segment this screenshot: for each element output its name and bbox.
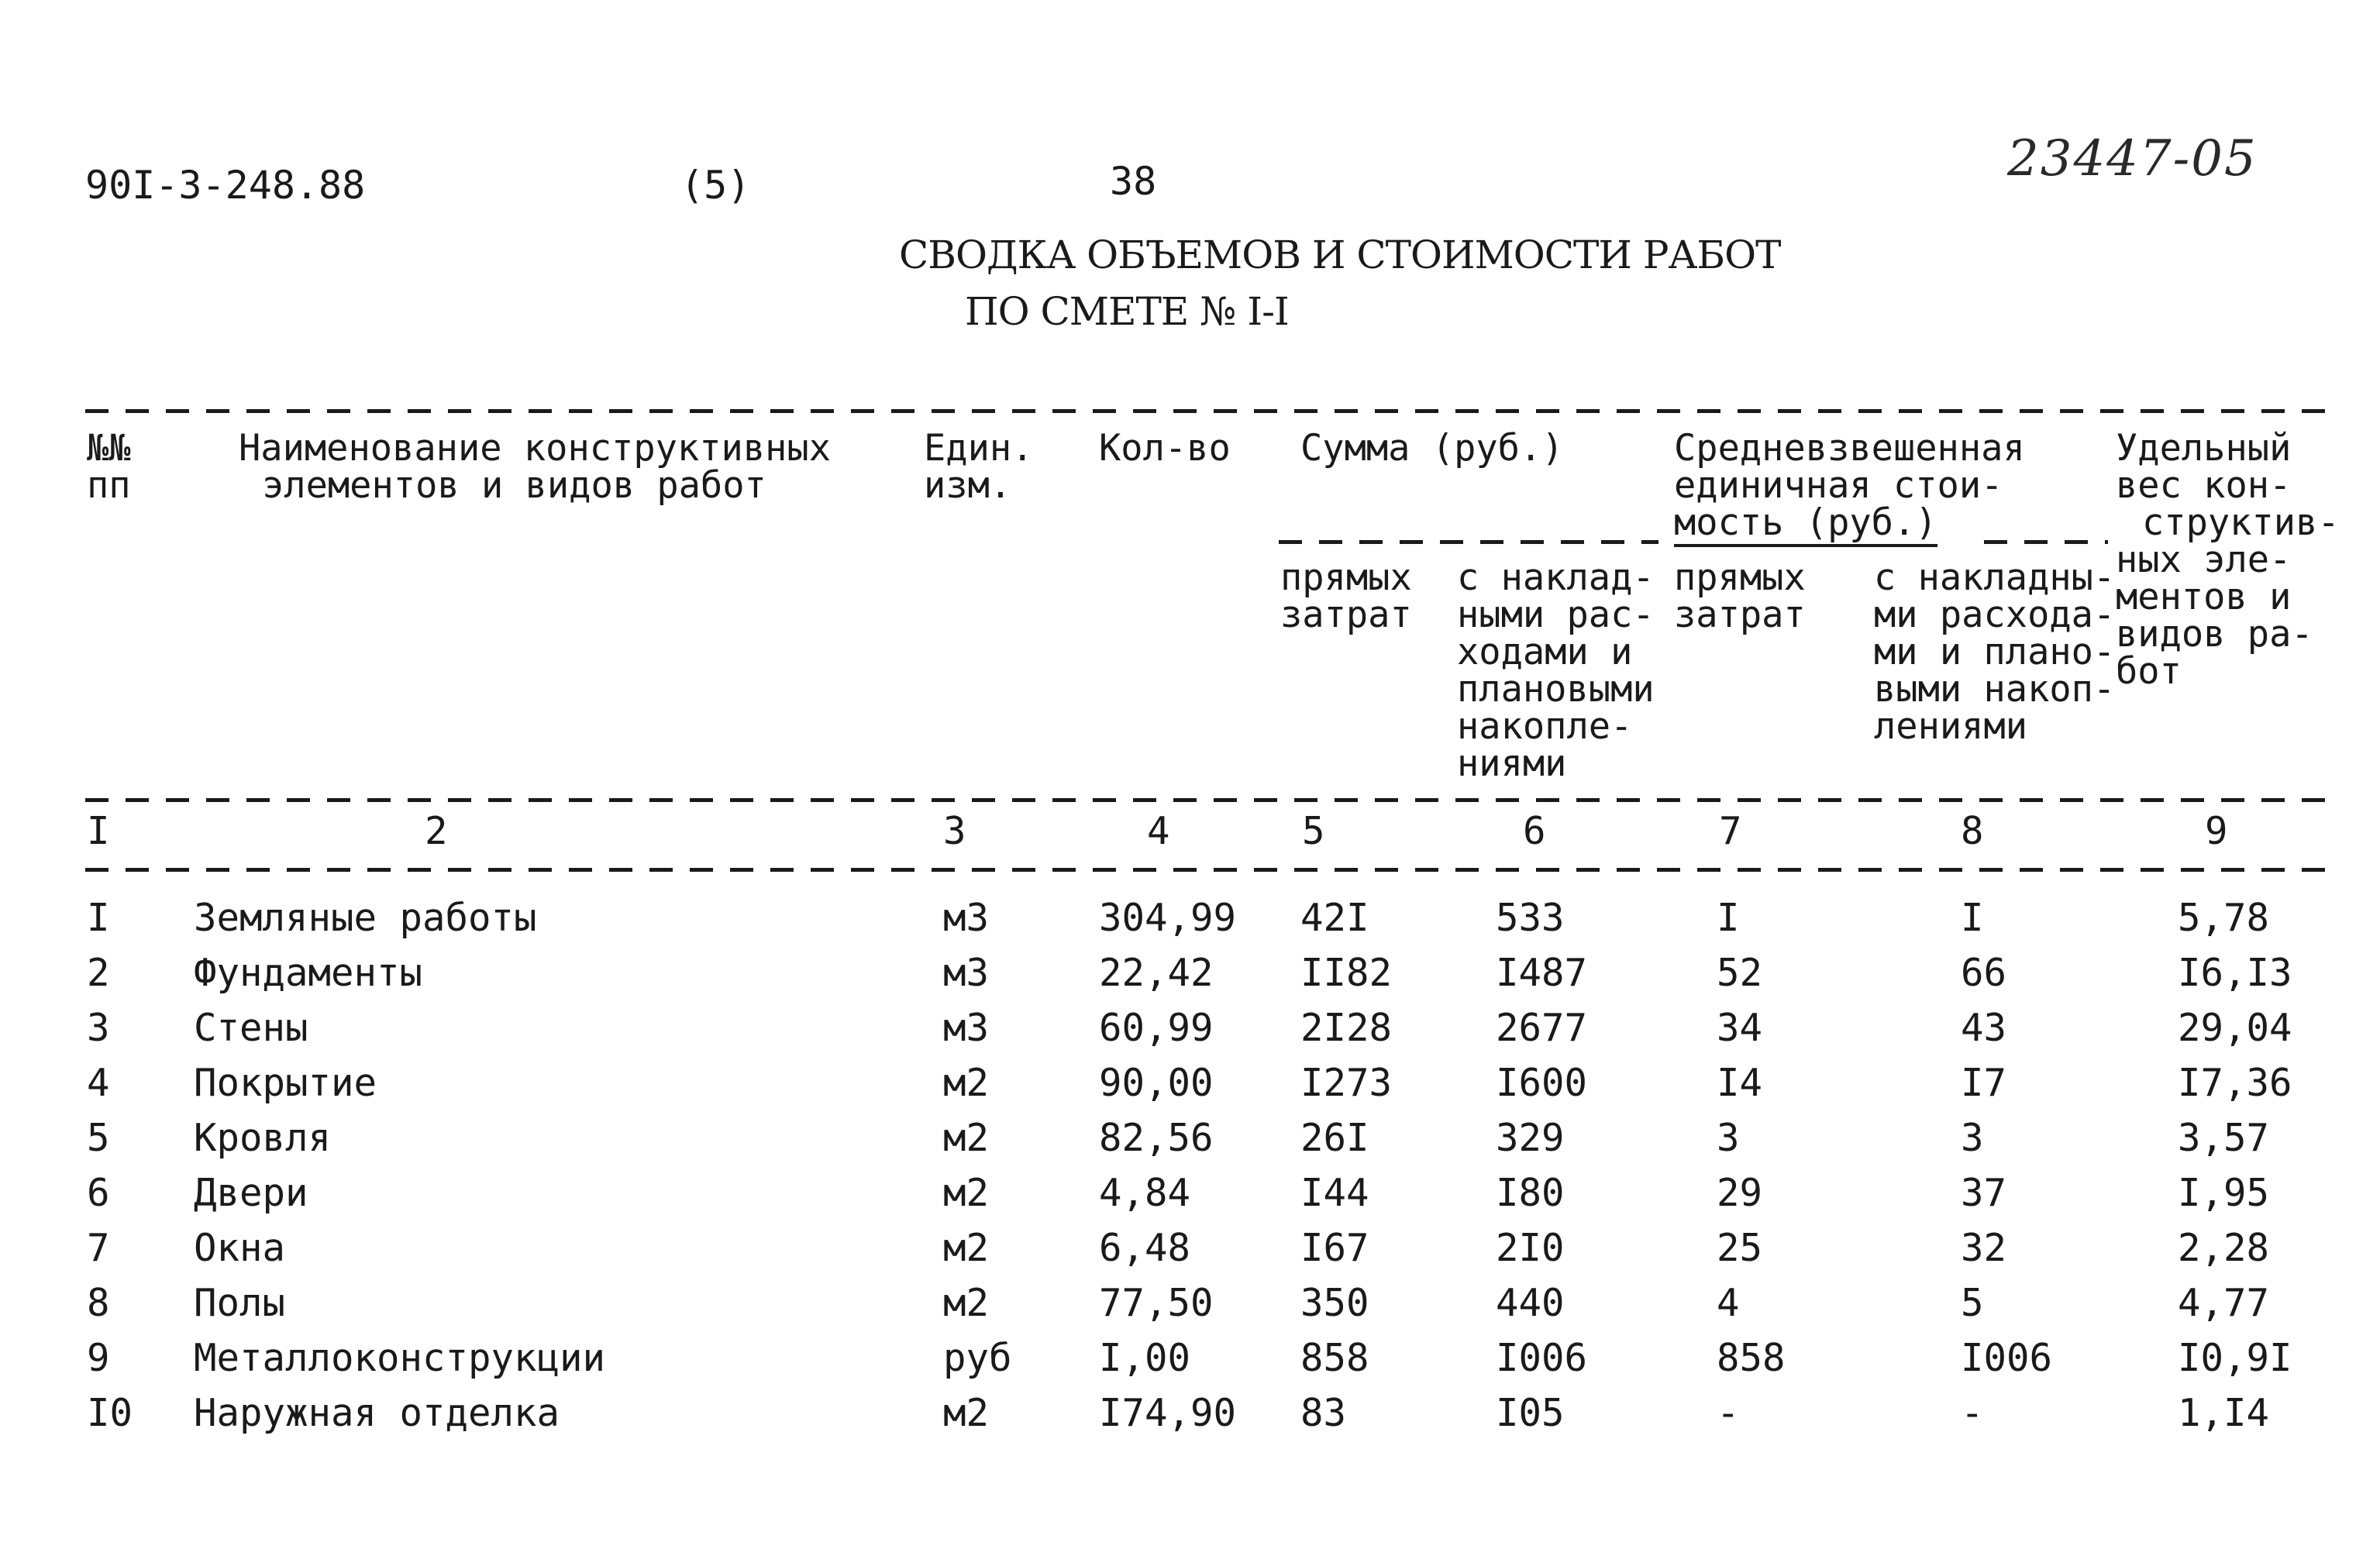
column-number: 5 — [1302, 809, 1325, 853]
cell-direct-cost-sum: 83 — [1300, 1391, 1347, 1435]
column-number: 8 — [1961, 809, 1984, 853]
cell-direct-unit-cost: 858 — [1717, 1336, 1786, 1380]
cell-direct-unit-cost: 4 — [1717, 1281, 1740, 1325]
cell-quantity: 82,56 — [1099, 1116, 1214, 1160]
cell-overhead-cost-sum: 533 — [1496, 896, 1565, 940]
cell-specific-share: I0,9I — [2178, 1336, 2292, 1380]
cell-row-number: I0 — [87, 1391, 133, 1435]
header-bottom-rule — [85, 798, 2325, 802]
cell-direct-cost-sum: 26I — [1300, 1116, 1369, 1160]
cell-unit: м3 — [943, 951, 990, 995]
cell-direct-cost-sum: 858 — [1300, 1336, 1369, 1380]
column-number: 7 — [1719, 809, 1742, 853]
cell-work-name: Металлоконструкции — [194, 1336, 606, 1380]
cell-overhead-unit-cost: - — [1961, 1391, 1984, 1435]
cell-direct-unit-cost: 52 — [1717, 951, 1763, 995]
cell-overhead-cost-sum: I600 — [1496, 1061, 1588, 1105]
cell-work-name: Фундаменты — [194, 951, 423, 995]
cell-direct-unit-cost: - — [1717, 1391, 1740, 1435]
cell-work-name: Покрытие — [194, 1061, 377, 1105]
cell-direct-cost-sum: I44 — [1300, 1171, 1369, 1215]
column-number: 3 — [943, 809, 966, 853]
cell-row-number: 3 — [87, 1006, 110, 1050]
cell-overhead-cost-sum: I80 — [1496, 1171, 1565, 1215]
cell-quantity: 4,84 — [1099, 1171, 1191, 1215]
header-col-unit: Един. изм. — [924, 427, 1034, 507]
cell-row-number: 5 — [87, 1116, 110, 1160]
cell-unit: м2 — [943, 1116, 990, 1160]
cell-specific-share: 2,28 — [2178, 1226, 2270, 1270]
cell-overhead-unit-cost: 3 — [1961, 1116, 1984, 1160]
cell-unit: м2 — [943, 1281, 990, 1325]
header-avg-group: Средневзвешенная единичная стои- мость (руб.) — [1674, 430, 2025, 542]
cell-specific-share: 29,04 — [2178, 1006, 2292, 1050]
cell-specific-share: I6,I3 — [2178, 951, 2292, 995]
cell-overhead-cost-sum: I05 — [1496, 1391, 1565, 1435]
cell-overhead-cost-sum: 2677 — [1496, 1006, 1588, 1050]
cell-overhead-unit-cost: 5 — [1961, 1281, 1984, 1325]
cell-quantity: I74,90 — [1099, 1391, 1237, 1435]
cell-work-name: Кровля — [194, 1116, 332, 1160]
header-col-overhead-unit: с накладны- ми расхода- ми и плано- выми накоп- лениями — [1874, 556, 2116, 748]
cell-direct-unit-cost: 34 — [1717, 1006, 1763, 1050]
avg-group-rule — [1984, 540, 2108, 544]
cell-direct-cost-sum: 350 — [1300, 1281, 1369, 1325]
cell-specific-share: 5,78 — [2178, 896, 2270, 940]
cell-direct-cost-sum: I67 — [1300, 1226, 1369, 1270]
cell-quantity: 304,99 — [1099, 896, 1237, 940]
cell-work-name: Двери — [194, 1171, 308, 1215]
column-number: 2 — [425, 809, 448, 853]
table-top-rule — [85, 409, 2325, 413]
cell-specific-share: 4,77 — [2178, 1281, 2270, 1325]
cell-overhead-unit-cost: 37 — [1961, 1171, 2007, 1215]
cell-overhead-cost-sum: 329 — [1496, 1116, 1565, 1160]
cell-work-name: Окна — [194, 1226, 286, 1270]
cell-overhead-unit-cost: 43 — [1961, 1006, 2007, 1050]
cell-direct-cost-sum: I273 — [1300, 1061, 1393, 1105]
cell-quantity: 90,00 — [1099, 1061, 1214, 1105]
header-col-quantity: Кол-во — [1099, 427, 1231, 470]
page-title: СВОДКА ОБЪЕМОВ И СТОИМОСТИ РАБОТ — [899, 232, 1781, 277]
cell-overhead-cost-sum: 440 — [1496, 1281, 1565, 1325]
cell-overhead-cost-sum: I487 — [1496, 951, 1588, 995]
header-col-number: №№ пп — [87, 427, 131, 507]
page-subtitle: ПО СМЕТЕ № I-I — [965, 289, 1289, 334]
column-number: 9 — [2205, 809, 2228, 853]
cell-row-number: 7 — [87, 1226, 110, 1270]
handwritten-inventory-number: 23447-05 — [2007, 130, 2258, 188]
cell-direct-cost-sum: 42I — [1300, 896, 1369, 940]
cell-direct-unit-cost: 29 — [1717, 1171, 1763, 1215]
cell-direct-unit-cost: I — [1717, 896, 1740, 940]
column-number-rule — [85, 868, 2325, 872]
sum-group-rule — [1279, 540, 1658, 544]
header-col-name: Наименование конструктивных элементов и видов работ — [239, 427, 832, 507]
cell-overhead-unit-cost: 32 — [1961, 1226, 2007, 1270]
cell-overhead-unit-cost: 66 — [1961, 951, 2007, 995]
cell-quantity: I,00 — [1099, 1336, 1191, 1380]
cell-row-number: 6 — [87, 1171, 110, 1215]
cell-quantity: 77,50 — [1099, 1281, 1214, 1325]
cell-specific-share: 3,57 — [2178, 1116, 2270, 1160]
page-number: 38 — [1110, 159, 1157, 204]
cell-overhead-unit-cost: I006 — [1961, 1336, 2053, 1380]
cell-unit: м3 — [943, 896, 990, 940]
cell-unit: м2 — [943, 1391, 990, 1435]
cell-row-number: 8 — [87, 1281, 110, 1325]
cell-quantity: 60,99 — [1099, 1006, 1214, 1050]
cell-work-name: Наружная отделка — [194, 1391, 560, 1435]
cell-row-number: I — [87, 896, 110, 940]
header-col-share: Удельный вес кон- структив- ных эле- ментов и видов ра- бот — [2116, 427, 2340, 693]
header-col-direct-sum: прямых затрат — [1280, 556, 1412, 636]
cell-direct-cost-sum: 2I28 — [1300, 1006, 1393, 1050]
cell-unit: руб — [943, 1336, 1012, 1380]
cell-row-number: 9 — [87, 1336, 110, 1380]
cell-row-number: 2 — [87, 951, 110, 995]
cell-specific-share: I,95 — [2178, 1171, 2270, 1215]
cell-overhead-cost-sum: 2I0 — [1496, 1226, 1565, 1270]
cell-unit: м2 — [943, 1061, 990, 1105]
cell-work-name: Полы — [194, 1281, 286, 1325]
header-col-direct-unit: прямых затрат — [1674, 556, 1806, 636]
cell-direct-unit-cost: 3 — [1717, 1116, 1740, 1160]
cell-unit: м2 — [943, 1226, 990, 1270]
cell-work-name: Земляные работы — [194, 896, 537, 940]
column-number: I — [87, 809, 110, 853]
cell-direct-unit-cost: I4 — [1717, 1061, 1763, 1105]
cell-work-name: Стены — [194, 1006, 308, 1050]
header-sum-group: Сумма (руб.) — [1300, 427, 1564, 470]
header-col-overhead-sum: с наклад- ными рас- ходами и плановыми накопле- ниями — [1457, 556, 1655, 785]
cell-unit: м2 — [943, 1171, 990, 1215]
cell-direct-unit-cost: 25 — [1717, 1226, 1763, 1270]
cell-unit: м3 — [943, 1006, 990, 1050]
cell-row-number: 4 — [87, 1061, 110, 1105]
column-number: 4 — [1147, 809, 1170, 853]
cell-overhead-cost-sum: I006 — [1496, 1336, 1588, 1380]
cell-quantity: 6,48 — [1099, 1226, 1191, 1270]
cell-overhead-unit-cost: I — [1961, 896, 1984, 940]
cell-quantity: 22,42 — [1099, 951, 1214, 995]
cell-specific-share: I7,36 — [2178, 1061, 2292, 1105]
part-number: (5) — [680, 163, 751, 208]
cell-overhead-unit-cost: I7 — [1961, 1061, 2007, 1105]
cell-direct-cost-sum: II82 — [1300, 951, 1393, 995]
document-code: 90I-3-248.88 — [85, 163, 366, 208]
cell-specific-share: 1,I4 — [2178, 1391, 2270, 1435]
column-number: 6 — [1523, 809, 1546, 853]
